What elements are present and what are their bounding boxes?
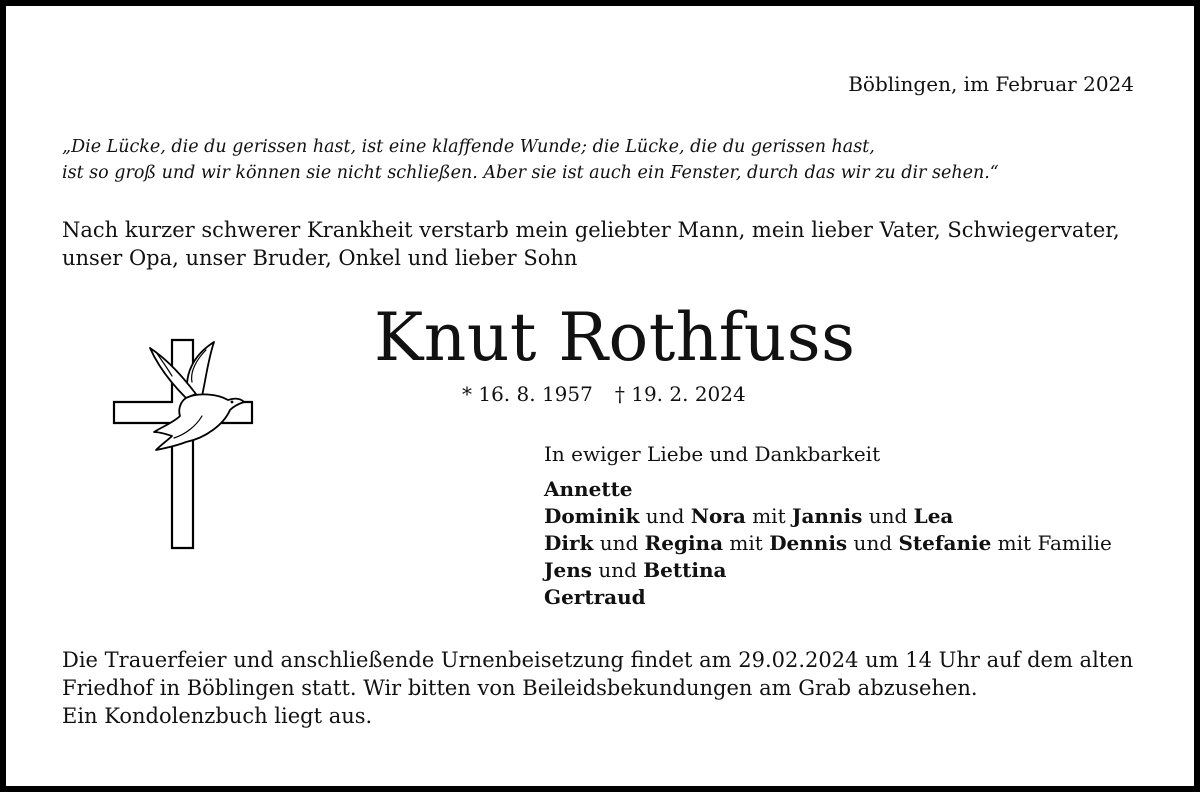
mourner-name: Stefanie [898,531,992,555]
announcement-line: unser Opa, unser Bruder, Onkel und lieber Sohn [62,246,578,270]
mourner-name: Jens [544,558,592,582]
mourner-name: Dominik [544,504,640,528]
life-dates [462,381,746,407]
mourner-name: Nora [690,504,746,528]
mourner-row [544,503,1164,530]
funeral-line: Die Trauerfeier und anschließende Urnenbeisetzung findet am 29.02.2024 um 14 Uhr auf dem alten [62,648,1134,672]
cross-with-dove-icon [106,336,256,552]
mourner-name: Dirk [544,531,594,555]
mourner-connector: mit [723,531,770,555]
mourner-name: Gertraud [544,585,646,609]
mourner-connector: und [593,531,645,555]
quote-line: ist so groß und wir können sie nicht schließen. Aber sie ist auch ein Fenster, durch das wir zu dir sehen.“ [62,163,999,183]
mourners-block [544,440,1164,611]
quote-line: „Die Lücke, die du gerissen hast, ist eine klaffende Wunde; die Lücke, die du gerissen hast, [62,137,875,157]
mourners-lead: In ewiger Liebe und Dankbarkeit [544,442,881,466]
birth-date: * 16. 8. 1957 [462,382,593,406]
mourner-name: Bettina [643,558,727,582]
memorial-quote [62,134,1152,186]
mourner-connector: und [639,504,691,528]
death-announcement [62,216,1142,272]
funeral-info [62,646,1152,730]
announcement-line: Nach kurzer schwerer Krankheit verstarb mein geliebter Mann, mein lieber Vater, Schwiegervater, [62,218,1120,242]
mourner-name: Jannis [791,504,863,528]
mourner-name: Dennis [769,531,848,555]
mourner-connector: und [847,531,899,555]
mourner-name: Regina [644,531,724,555]
mourner-connector: und [592,558,644,582]
deceased-name: Knut Rothfuss [374,299,856,376]
mourner-connector: mit [745,504,792,528]
mourner-name: Annette [544,477,633,501]
mourner-row [544,584,1164,611]
mourner-row [544,557,1164,584]
place-and-date: Böblingen, im Februar 2024 [848,72,1134,96]
mourner-row [544,476,1164,503]
mourner-connector: und [862,504,914,528]
mourner-row [544,530,1164,557]
mourner-connector: mit Familie [991,531,1112,555]
mourner-list [544,476,1164,611]
funeral-line: Ein Kondolenzbuch liegt aus. [62,704,373,728]
mourner-name: Lea [913,504,954,528]
funeral-line: Friedhof in Böblingen statt. Wir bitten von Beileidsbekundungen am Grab abzusehen. [62,676,978,700]
death-date: † 19. 2. 2024 [614,382,746,406]
